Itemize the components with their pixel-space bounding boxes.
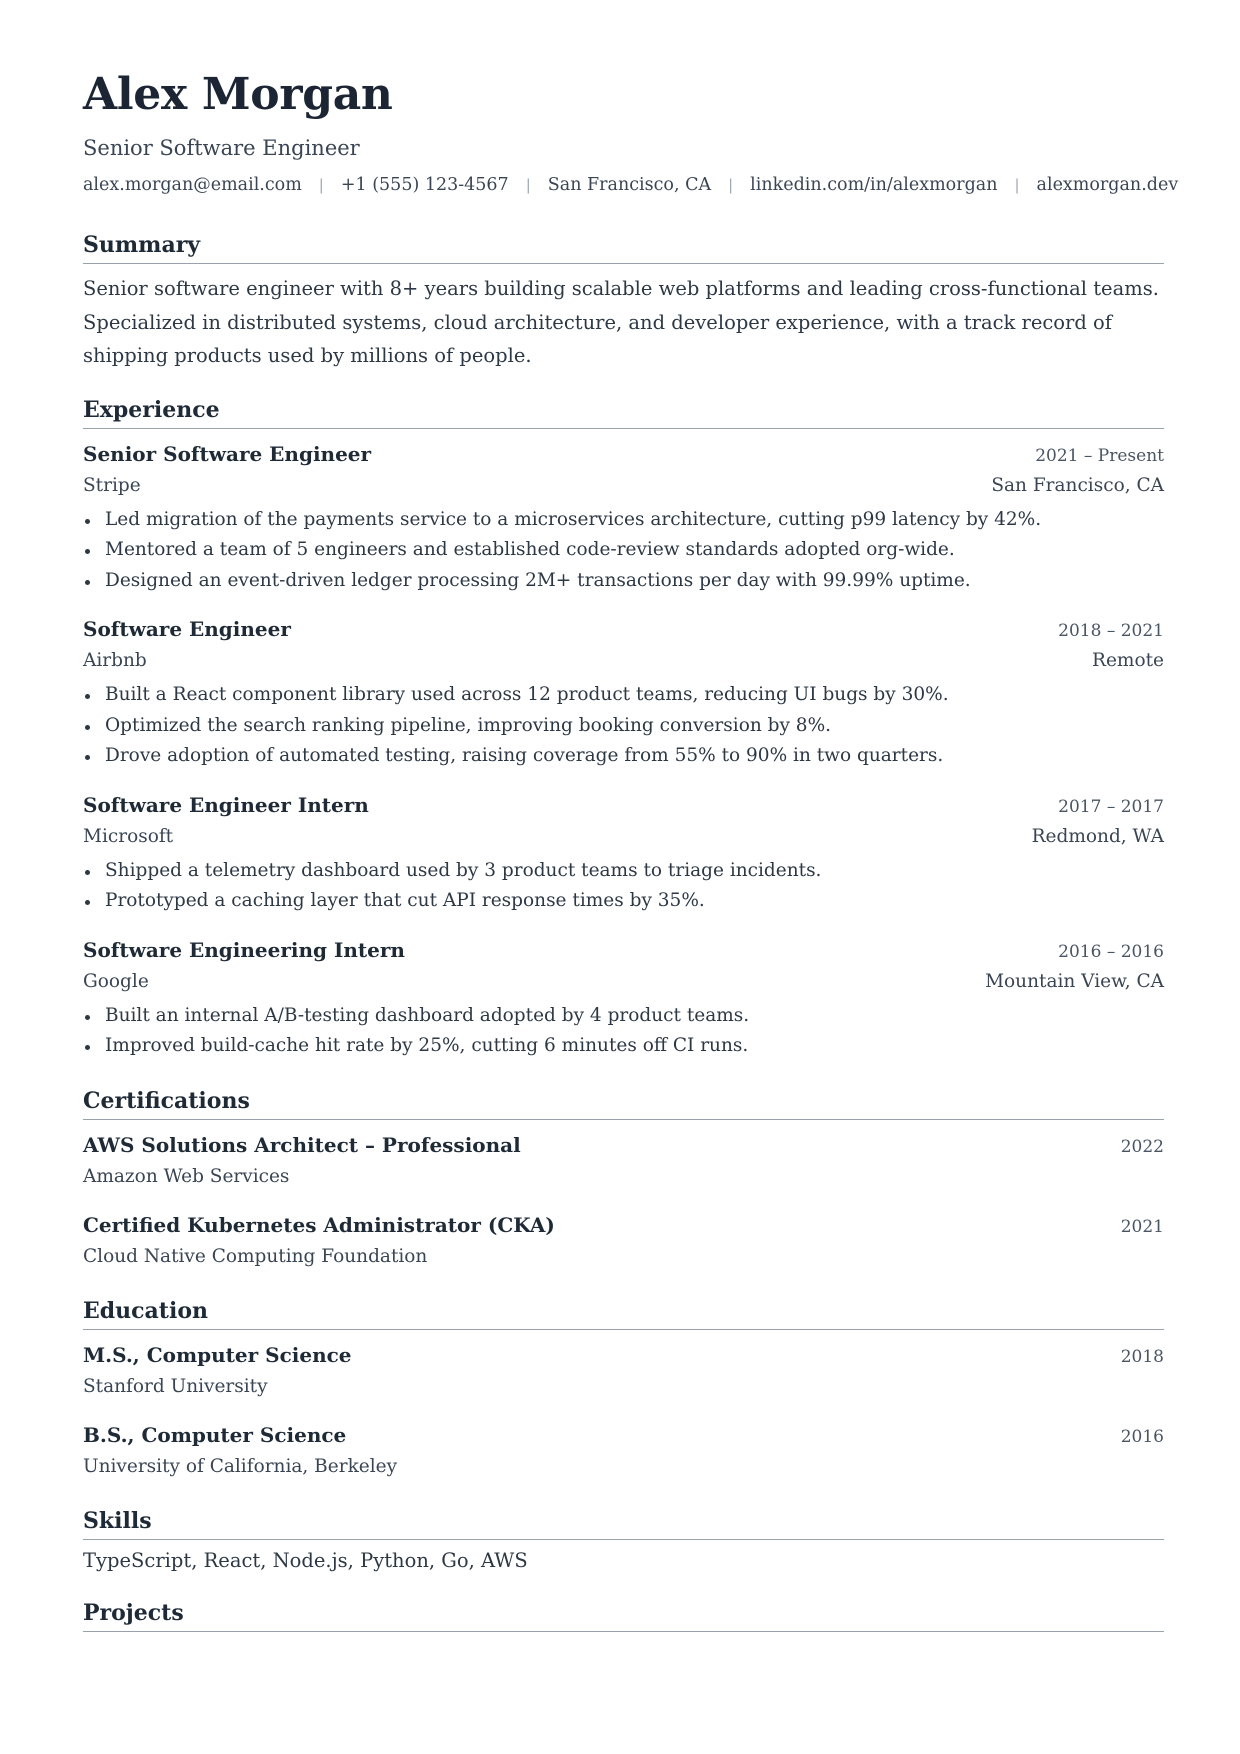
job-dates: 2016 – 2016	[1058, 941, 1164, 962]
contact-phone[interactable]: +1 (555) 123-4567	[340, 175, 509, 195]
certification-entry	[83, 1130, 1164, 1192]
job-dates: 2021 – Present	[1035, 445, 1164, 466]
certification-issuer: Amazon Web Services	[83, 1165, 290, 1187]
section-title-education: Education	[83, 1296, 1164, 1330]
job-company: Microsoft	[83, 825, 174, 847]
job-title: Senior Software Engineer	[83, 441, 372, 466]
contact-separator: |	[525, 176, 531, 194]
job-title: Software Engineer Intern	[83, 792, 369, 817]
contact-website[interactable]: alexmorgan.dev	[1036, 175, 1179, 195]
certification-year: 2021	[1120, 1216, 1164, 1237]
job-location: San Francisco, CA	[991, 474, 1164, 496]
section-title-certifications: Certifications	[83, 1086, 1164, 1120]
certification-issuer: Cloud Native Computing Foundation	[83, 1245, 428, 1267]
candidate-headline: Senior Software Engineer	[83, 136, 360, 160]
experience-entry	[83, 935, 1164, 1062]
certifications-section	[83, 1086, 1164, 1272]
contact-separator: |	[728, 176, 734, 194]
job-bullet: Optimized the search ranking pipeline, improving booking conversion by 8%.	[83, 711, 1164, 742]
education-year: 2018	[1120, 1346, 1164, 1367]
job-bullet: Improved build-cache hit rate by 25%, cutting 6 minutes off CI runs.	[83, 1031, 1164, 1062]
job-bullet: Built a React component library used across 12 product teams, reducing UI bugs by 30%.	[83, 680, 1164, 711]
section-title-skills: Skills	[83, 1506, 1164, 1540]
education-year: 2016	[1120, 1426, 1164, 1447]
job-bullet: Drove adoption of automated testing, raising coverage from 55% to 90% in two quarters.	[83, 741, 1164, 772]
education-degree: B.S., Computer Science	[83, 1422, 347, 1447]
job-title: Software Engineer	[83, 617, 291, 641]
job-company: Airbnb	[83, 650, 147, 671]
contact-separator: |	[318, 176, 324, 194]
education-degree: M.S., Computer Science	[83, 1342, 352, 1367]
summary-text: Senior software engineer with 8+ years building scalable web platforms and leading cross-functional teams. Specialized in distributed systems, cloud architecture, and developer experience, with a track record of shipping products used by millions of people.	[83, 277, 1159, 367]
education-school: Stanford University	[83, 1375, 268, 1397]
job-title: Software Engineering Intern	[83, 937, 405, 962]
skills-list: TypeScript, React, Node.js, Python, Go, AWS	[83, 1548, 528, 1572]
section-title-experience: Experience	[83, 395, 1164, 429]
certification-entry	[83, 1210, 1164, 1272]
job-bullets	[83, 505, 1164, 597]
summary-section	[83, 230, 1164, 373]
job-bullet: Mentored a team of 5 engineers and established code-review standards adopted org-wide.	[83, 535, 1164, 566]
job-dates: 2018 – 2021	[1058, 621, 1164, 641]
projects-section	[83, 1598, 1164, 1632]
experience-section	[83, 395, 1164, 1062]
job-dates: 2017 – 2017	[1058, 796, 1164, 817]
education-entry	[83, 1420, 1164, 1482]
contact-location: San Francisco, CA	[547, 175, 712, 195]
certification-name: AWS Solutions Architect – Professional	[83, 1132, 521, 1157]
certification-name: Certified Kubernetes Administrator (CKA)	[83, 1212, 555, 1237]
job-location: Mountain View, CA	[985, 970, 1164, 992]
job-bullets	[83, 680, 1164, 772]
section-title-projects: Projects	[83, 1598, 1164, 1632]
contact-email[interactable]: alex.morgan@email.com	[83, 175, 302, 195]
job-bullet: Prototyped a caching layer that cut API response times by 35%.	[83, 886, 1164, 917]
skills-section	[83, 1506, 1164, 1576]
education-school: University of California, Berkeley	[83, 1455, 398, 1477]
experience-entry	[83, 614, 1164, 772]
education-section	[83, 1296, 1164, 1482]
education-entry	[83, 1340, 1164, 1402]
job-location: Redmond, WA	[1031, 825, 1164, 847]
experience-entry	[83, 439, 1164, 597]
job-company: Stripe	[83, 474, 141, 496]
experience-entry	[83, 790, 1164, 917]
job-bullet: Designed an event-driven ledger processing 2M+ transactions per day with 99.99% uptime.	[83, 566, 1164, 597]
job-company: Google	[83, 970, 149, 992]
contact-separator: |	[1014, 176, 1020, 194]
candidate-name: Alex Morgan	[83, 69, 393, 120]
contact-linkedin[interactable]: linkedin.com/in/alexmorgan	[750, 175, 998, 195]
job-bullet: Led migration of the payments service to a microservices architecture, cutting p99 latency by 42%.	[83, 505, 1164, 536]
job-bullet: Built an internal A/B-testing dashboard adopted by 4 product teams.	[83, 1001, 1164, 1032]
certification-year: 2022	[1120, 1136, 1164, 1157]
job-location: Remote	[1092, 650, 1164, 671]
job-bullets	[83, 856, 1164, 917]
job-bullet: Shipped a telemetry dashboard used by 3 product teams to triage incidents.	[83, 856, 1164, 887]
job-bullets	[83, 1001, 1164, 1062]
contact-line	[83, 172, 1179, 198]
section-title-summary: Summary	[83, 230, 1164, 264]
